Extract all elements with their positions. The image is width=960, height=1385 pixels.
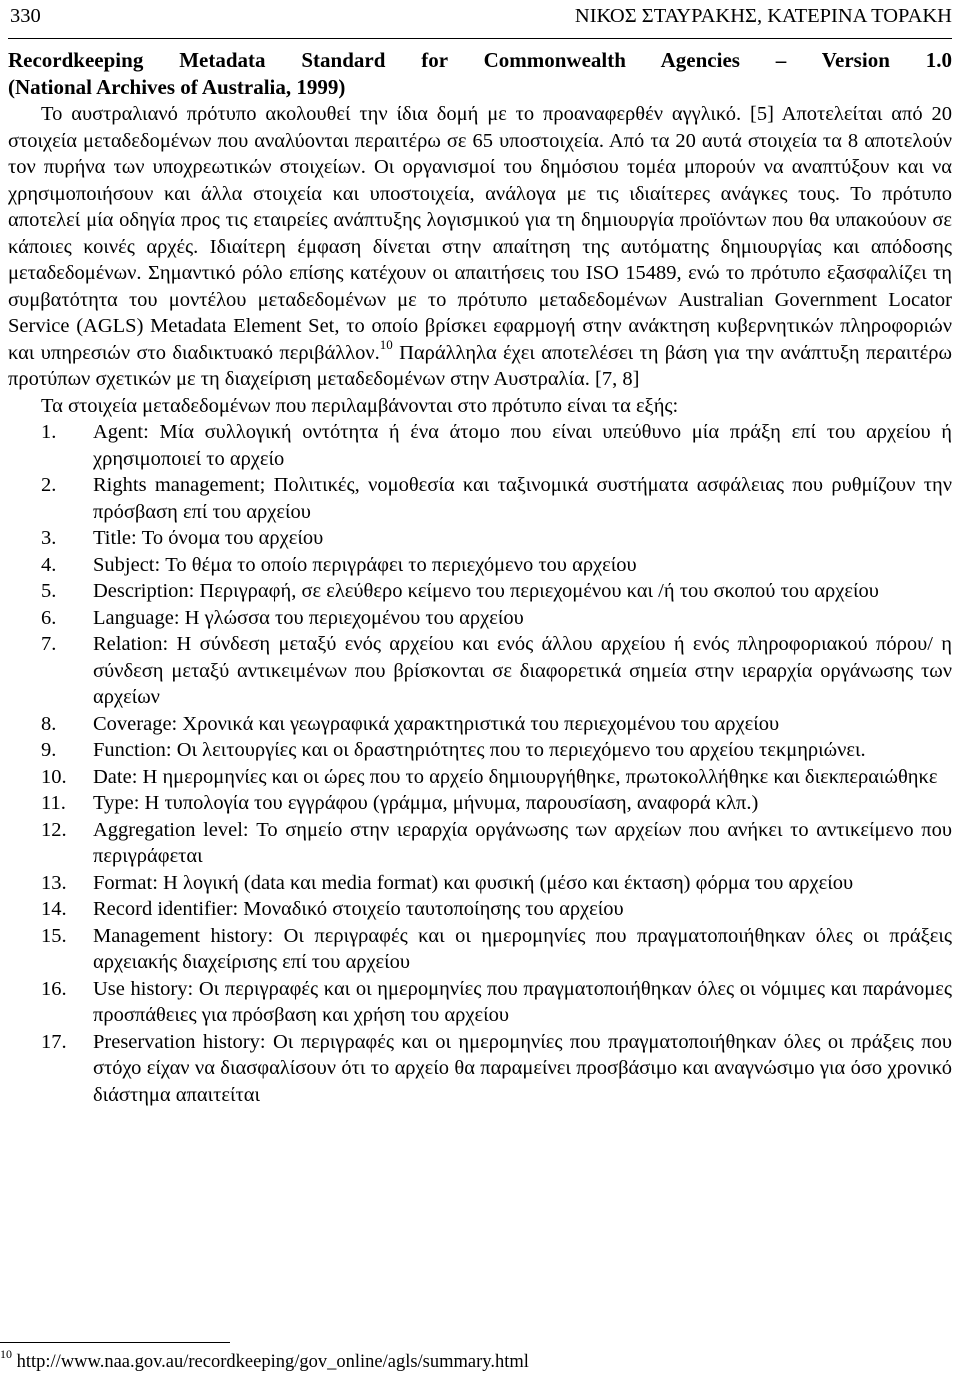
list-item [8,870,952,897]
section-title [8,47,952,101]
footnote-divider [0,1342,230,1343]
list-item-number: 9. [41,739,57,761]
footnote-reference: 10 [379,336,393,352]
list-item-number: 3. [41,527,57,549]
list-item-number: 14. [41,898,67,920]
list-item [8,711,952,738]
list-item-number: 4. [41,553,57,576]
list-item-number: 15. [41,924,67,947]
list-item [8,578,952,605]
list-item [8,605,952,632]
list-item-text: Format: Η λογική (data και media format) και φυσική (μέσο και έκταση) φόρμα του αρχείου [93,871,854,894]
list-item-text: Description: Περιγραφή, σε ελεύθερο κείμενο του περιεχομένου και /ή του σκοπού του αρχείου [93,580,879,602]
list-item [8,472,952,525]
list-item [8,737,952,764]
list-item-text: Use history: Οι περιγραφές και οι ημερομηνίες που πραγματοποιήθηκαν όλες οι νόμιμες και παράνομες προσπάθειες για πρόσβαση και χρήση του αρχείου [93,977,952,1026]
list-item-number: 10. [41,765,67,788]
list-item-text: Type: Η τυπολογία του εγγράφου (γράμμα, μήνυμα, παρουσίαση, αναφορά κλπ.) [93,792,759,814]
metadata-elements-list [8,419,952,1108]
list-item-text: Coverage: Χρονικά και γεωγραφικά χαρακτηριστικά του περιεχομένου του αρχείου [93,712,780,735]
list-item-text: Language: Η γλώσσα του περιεχομένου του αρχείου [93,606,524,629]
footnote-link[interactable]: http://www.naa.gov.au/recordkeeping/gov_online/agls/summary.html [12,1352,529,1372]
list-item-text: Preservation history: Οι περιγραφές και οι ημερομηνίες που πραγματοποιήθηκαν όλες οι πράξεις που στόχο είχαν να διασφαλίσουν ότι το αρχείο θα παραμείνει προσβάσιμο και αναγνώσιμο για όσο χρονικό διάστημα απαιτείται [93,1030,952,1106]
list-item-text: Date: Η ημερομηνίες και οι ώρες που το αρχείο δημιουργήθηκε, πρωτοκολλήθηκε και διεκπεραιώθηκε [93,765,938,788]
list-item [8,896,952,923]
list-item-number: 13. [41,871,67,894]
body-paragraph-part1: Το αυστραλιανό πρότυπο ακολουθεί την ίδια δομή με το προαναφερθέν αγγλικό. [5] Αποτελείται από 20 στοιχεία μεταδεδομένων που αναλύονται περαιτέρω σε 65 υποστοιχεία. Από τα 20 αυτά στοιχεία τα 8 αποτελούν τον πυρήνα των υποχρεωτικών στοιχείων. Οι οργανισμοί του δημόσιου τομέα μπορούν να αναπτύξουν και να χρησιμοποιήσουν και άλλα στοιχεία και υποστοιχεία, ανάλογα με τις ιδιαίτερες ανάγκες τους. Το πρότυπο αποτελεί μία οδηγία προς τις εταιρείες ανάπτυξης λογισμικού για τη δημιουργία προϊόντων που θα υπακούουν σε κάποιες κοινές αρχές. Ιδιαίτερη έμφαση δίνεται στην απαίτηση της αυτόματης δημιουργίας και απόδοσης μεταδεδομένων. Σημαντικό ρόλο επίσης κατέχουν οι απαιτήσεις του ISO 15489, ενώ το πρότυπο εξασφαλίζει τη συμβατότητα του μοντέλου μεταδεδομένων με το πρότυπο μεταδεδομένων Australian Government Locator Service (AGLS) Metadata Element Set, το οποίο βρίσκει εφαρμογή στην ανάκτηση κυβερνητικών πληροφοριών και υπηρεσιών στο διαδικτυακό περιβάλλον. [8,103,952,364]
list-intro: Τα στοιχεία μεταδεδομένων που περιλαμβάνονται στο πρότυπο είναι τα εξής: [41,394,679,417]
list-item-number: 11. [41,792,66,814]
list-item-text: Aggregation level: Το σημείο στην ιεραρχία οργάνωσης των αρχείων που ανήκει το αντικείμενο που περιγράφεται [93,818,952,867]
list-item [8,764,952,791]
list-item [8,817,952,870]
list-item-text: Title: Το όνομα του αρχείου [93,527,324,549]
list-item [8,525,952,552]
list-item-text: Record identifier: Μοναδικό στοιχείο ταυτοποίησης του αρχείου [93,898,624,920]
list-item-text: Rights management; Πολιτικές, νομοθεσία και ταξινομικά συστήματα ασφάλειας που ρυθμίζουν την πρόσβαση επί του αρχείου [93,474,952,523]
list-item [8,552,952,579]
list-item-text: Agent: Μία συλλογική οντότητα ή ένα άτομο που είναι υπεύθυνο μία πράξη επί του αρχείου ή χρησιμοποιεί το αρχείο [93,421,952,470]
body-paragraph-part2: Παράλληλα έχει αποτελέσει τη βάση για την ανάπτυξη περαιτέρω προτύπων σχετικών με τη διαχείριση μεταδεδομένων στην Αυστραλία. [7, 8] [8,341,952,390]
list-item-number: 1. [41,421,57,443]
section-title-line1: Recordkeeping Metadata Standard for Commonwealth Agencies – Version 1.0 [8,48,952,72]
running-header [8,0,952,39]
list-item-text: Management history: Οι περιγραφές και οι ημερομηνίες που πραγματοποιήθηκαν όλες οι πράξεις αρχειακής διαχείρισης επί του αρχείου [93,924,952,973]
list-item-number: 16. [41,977,67,1000]
list-item-text: Subject: Το θέμα το οποίο περιγράφει το περιεχόμενο του αρχείου [93,553,637,576]
list-item-number: 8. [41,712,57,735]
list-item [8,1029,952,1109]
list-item-text: Relation: Η σύνδεση μεταξύ ενός αρχείου και ενός άλλου αρχείου ή ενός πληροφοριακού πόρου/ η σύνδεση μεταξύ αντικειμένων που βρίσκονται σε διαφορετικά σημεία στην ιεραρχία οργάνωσης των αρχείων [93,633,952,708]
footnote [0,1347,529,1374]
list-item [8,790,952,817]
list-item-number: 2. [41,474,57,496]
list-item-number: 6. [41,606,57,629]
body-paragraph [8,101,952,393]
running-header-authors: ΝΙΚΟΣ ΣΤΑΥΡΑΚΗΣ, ΚΑΤΕΡΙΝΑ ΤΟΡΑΚΗ [574,5,952,27]
section-title-line2: (National Archives of Australia, 1999) [8,75,346,99]
list-item [8,976,952,1029]
list-item [8,923,952,976]
list-item-number: 12. [41,818,67,841]
footnote-marker: 10 [0,1347,12,1361]
list-item [8,631,952,711]
list-item [8,419,952,472]
list-item-text: Function: Οι λειτουργίες και οι δραστηριότητες που το περιεχόμενο του αρχείου τεκμηριώνει. [93,739,866,761]
list-item-number: 17. [41,1030,67,1053]
page-number: 330 [10,5,41,27]
page [8,0,952,1108]
list-item-number: 7. [41,633,57,655]
list-item-number: 5. [41,580,57,602]
